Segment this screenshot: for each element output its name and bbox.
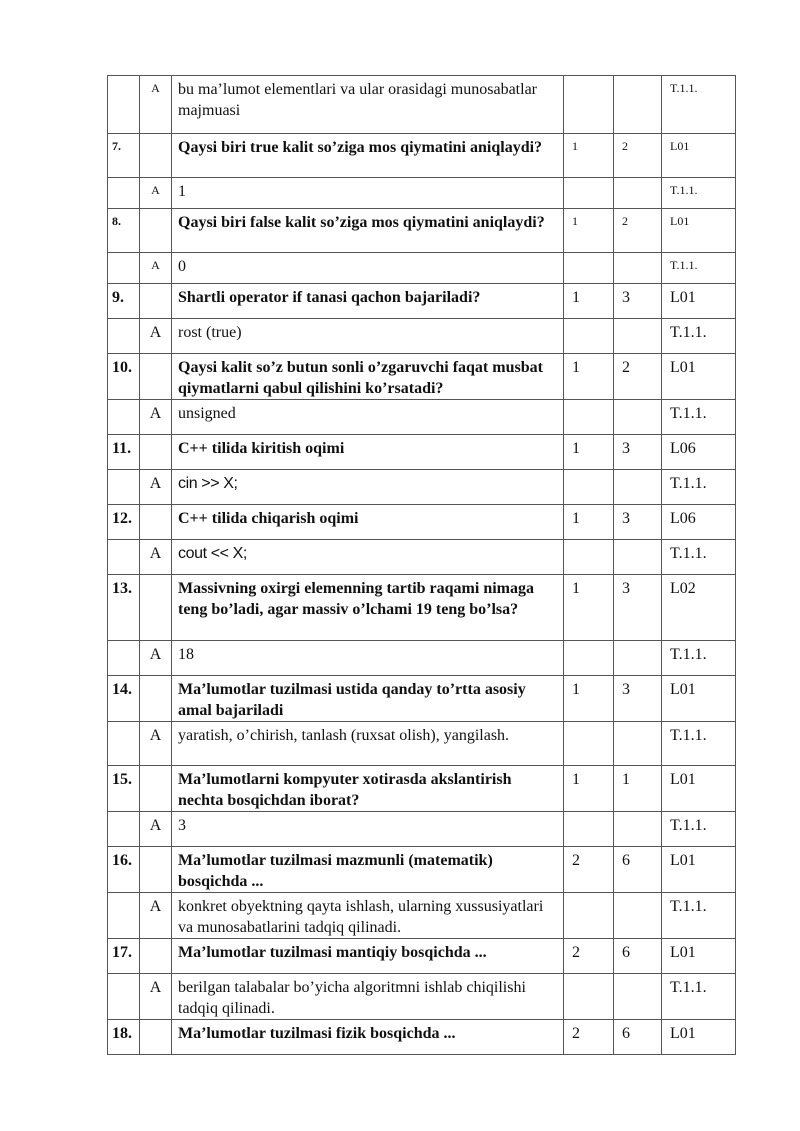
answer-code: cout << X; bbox=[172, 540, 564, 575]
difficulty-cell bbox=[564, 319, 614, 354]
question-number: 14. bbox=[108, 676, 140, 722]
difficulty-cell: 1 bbox=[564, 134, 614, 178]
question-text: Qaysi biri true kalit so’ziga mos qiymatini aniqlaydi? bbox=[172, 134, 564, 178]
answer-text: 0 bbox=[172, 253, 564, 284]
answer-mark: A bbox=[140, 974, 172, 1020]
question-number: 15. bbox=[108, 766, 140, 812]
table-row bbox=[108, 722, 736, 766]
question-number bbox=[108, 253, 140, 284]
code-cell: T.1.1. bbox=[662, 470, 736, 505]
question-text: Shartli operator if tanasi qachon bajariladi? bbox=[172, 284, 564, 319]
score-cell bbox=[614, 76, 662, 134]
table-row bbox=[108, 284, 736, 319]
difficulty-cell: 1 bbox=[564, 209, 614, 253]
answer-mark: A bbox=[140, 641, 172, 676]
answer-text: berilgan talabalar bo’yicha algoritmni ishlab chiqilishi tadqiq qilinadi. bbox=[172, 974, 564, 1020]
table-row bbox=[108, 676, 736, 722]
score-cell: 3 bbox=[614, 435, 662, 470]
code-cell: T.1.1. bbox=[662, 974, 736, 1020]
code-cell: T.1.1. bbox=[662, 76, 736, 134]
question-number bbox=[108, 893, 140, 939]
code-cell: T.1.1. bbox=[662, 722, 736, 766]
answer-mark bbox=[140, 766, 172, 812]
difficulty-cell bbox=[564, 641, 614, 676]
difficulty-cell: 1 bbox=[564, 676, 614, 722]
answer-text: 3 bbox=[172, 812, 564, 847]
question-text: Qaysi biri false kalit so’ziga mos qiymatini aniqlaydi? bbox=[172, 209, 564, 253]
table-row bbox=[108, 939, 736, 974]
difficulty-cell bbox=[564, 178, 614, 209]
question-number bbox=[108, 319, 140, 354]
question-text: Ma’lumotlar tuzilmasi fizik bosqichda ... bbox=[172, 1020, 564, 1055]
table-row bbox=[108, 76, 736, 134]
difficulty-cell: 1 bbox=[564, 575, 614, 641]
answer-text: yaratish, o’chirish, tanlash (ruxsat olish), yangilash. bbox=[172, 722, 564, 766]
code-cell: T.1.1. bbox=[662, 540, 736, 575]
difficulty-cell: 2 bbox=[564, 939, 614, 974]
difficulty-cell: 1 bbox=[564, 766, 614, 812]
answer-mark: A bbox=[140, 76, 172, 134]
question-text: Qaysi kalit so’z butun sonli o’zgaruvchi faqat musbat qiymatlarni qabul qilishini ko’rsatadi? bbox=[172, 354, 564, 400]
questions-table bbox=[107, 75, 736, 1055]
code-cell: T.1.1. bbox=[662, 253, 736, 284]
score-cell bbox=[614, 893, 662, 939]
difficulty-cell bbox=[564, 893, 614, 939]
answer-code: cin >> X; bbox=[172, 470, 564, 505]
question-number bbox=[108, 641, 140, 676]
answer-mark: A bbox=[140, 400, 172, 435]
answer-text: bu ma’lumot elementlari va ular orasidagi munosabatlar majmuasi bbox=[172, 76, 564, 134]
code-cell: T.1.1. bbox=[662, 178, 736, 209]
question-number: 9. bbox=[108, 284, 140, 319]
code-cell: T.1.1. bbox=[662, 319, 736, 354]
question-number: 13. bbox=[108, 575, 140, 641]
code-cell: T.1.1. bbox=[662, 641, 736, 676]
code-cell: L01 bbox=[662, 209, 736, 253]
answer-mark bbox=[140, 575, 172, 641]
score-cell bbox=[614, 400, 662, 435]
answer-mark bbox=[140, 939, 172, 974]
code-cell: T.1.1. bbox=[662, 893, 736, 939]
answer-mark bbox=[140, 354, 172, 400]
difficulty-cell bbox=[564, 812, 614, 847]
score-cell bbox=[614, 178, 662, 209]
question-number: 8. bbox=[108, 209, 140, 253]
question-number bbox=[108, 722, 140, 766]
question-number: 17. bbox=[108, 939, 140, 974]
table-row bbox=[108, 354, 736, 400]
answer-mark bbox=[140, 676, 172, 722]
question-text: Ma’lumotlar tuzilmasi ustida qanday to’rtta asosiy amal bajariladi bbox=[172, 676, 564, 722]
question-number bbox=[108, 178, 140, 209]
table-row bbox=[108, 253, 736, 284]
answer-text: 1 bbox=[172, 178, 564, 209]
table-row bbox=[108, 540, 736, 575]
score-cell: 3 bbox=[614, 284, 662, 319]
score-cell bbox=[614, 540, 662, 575]
table-row bbox=[108, 847, 736, 893]
score-cell bbox=[614, 470, 662, 505]
answer-mark: A bbox=[140, 253, 172, 284]
answer-mark bbox=[140, 1020, 172, 1055]
question-number bbox=[108, 76, 140, 134]
question-number: 18. bbox=[108, 1020, 140, 1055]
question-number bbox=[108, 400, 140, 435]
code-cell: L01 bbox=[662, 134, 736, 178]
code-cell: L01 bbox=[662, 354, 736, 400]
table-row bbox=[108, 1020, 736, 1055]
answer-mark bbox=[140, 505, 172, 540]
difficulty-cell: 1 bbox=[564, 354, 614, 400]
table-row bbox=[108, 812, 736, 847]
question-number bbox=[108, 540, 140, 575]
answer-mark bbox=[140, 284, 172, 319]
code-cell: L01 bbox=[662, 847, 736, 893]
score-cell bbox=[614, 641, 662, 676]
score-cell: 3 bbox=[614, 505, 662, 540]
table-row bbox=[108, 400, 736, 435]
score-cell: 6 bbox=[614, 847, 662, 893]
answer-mark bbox=[140, 209, 172, 253]
difficulty-cell: 1 bbox=[564, 284, 614, 319]
score-cell: 6 bbox=[614, 1020, 662, 1055]
code-cell: L01 bbox=[662, 284, 736, 319]
score-cell bbox=[614, 974, 662, 1020]
score-cell: 3 bbox=[614, 676, 662, 722]
score-cell bbox=[614, 812, 662, 847]
difficulty-cell: 2 bbox=[564, 847, 614, 893]
code-cell: L01 bbox=[662, 939, 736, 974]
score-cell: 2 bbox=[614, 134, 662, 178]
answer-mark: A bbox=[140, 178, 172, 209]
answer-text: konkret obyektning qayta ishlash, ularning xussusiyatlari va munosabatlarini tadqiq qilinadi. bbox=[172, 893, 564, 939]
answer-text: unsigned bbox=[172, 400, 564, 435]
answer-mark bbox=[140, 134, 172, 178]
question-text: Ma’lumotlar tuzilmasi mantiqiy bosqichda ... bbox=[172, 939, 564, 974]
question-text: Ma’lumotlarni kompyuter xotirasda akslantirish nechta bosqichdan iborat? bbox=[172, 766, 564, 812]
score-cell bbox=[614, 722, 662, 766]
score-cell: 2 bbox=[614, 354, 662, 400]
code-cell: L06 bbox=[662, 505, 736, 540]
question-number: 7. bbox=[108, 134, 140, 178]
table-row bbox=[108, 470, 736, 505]
difficulty-cell bbox=[564, 253, 614, 284]
code-cell: T.1.1. bbox=[662, 400, 736, 435]
question-text: Ma’lumotlar tuzilmasi mazmunli (matematik) bosqichda ... bbox=[172, 847, 564, 893]
answer-mark: A bbox=[140, 319, 172, 354]
difficulty-cell bbox=[564, 400, 614, 435]
code-cell: T.1.1. bbox=[662, 812, 736, 847]
table-row bbox=[108, 893, 736, 939]
code-cell: L06 bbox=[662, 435, 736, 470]
table-row bbox=[108, 641, 736, 676]
answer-mark bbox=[140, 435, 172, 470]
code-cell: L01 bbox=[662, 1020, 736, 1055]
question-number: 10. bbox=[108, 354, 140, 400]
score-cell bbox=[614, 253, 662, 284]
table-row bbox=[108, 766, 736, 812]
table-row bbox=[108, 134, 736, 178]
score-cell: 3 bbox=[614, 575, 662, 641]
difficulty-cell bbox=[564, 974, 614, 1020]
question-number: 11. bbox=[108, 435, 140, 470]
question-text: C++ tilida chiqarish oqimi bbox=[172, 505, 564, 540]
code-cell: L02 bbox=[662, 575, 736, 641]
score-cell: 2 bbox=[614, 209, 662, 253]
table-row bbox=[108, 575, 736, 641]
difficulty-cell: 1 bbox=[564, 435, 614, 470]
table-row bbox=[108, 974, 736, 1020]
table-row bbox=[108, 505, 736, 540]
difficulty-cell bbox=[564, 76, 614, 134]
answer-mark: A bbox=[140, 893, 172, 939]
answer-mark bbox=[140, 847, 172, 893]
table-row bbox=[108, 209, 736, 253]
table-row bbox=[108, 319, 736, 354]
code-cell: L01 bbox=[662, 766, 736, 812]
score-cell: 1 bbox=[614, 766, 662, 812]
table-row bbox=[108, 178, 736, 209]
code-cell: L01 bbox=[662, 676, 736, 722]
difficulty-cell bbox=[564, 470, 614, 505]
question-number bbox=[108, 470, 140, 505]
question-text: C++ tilida kiritish oqimi bbox=[172, 435, 564, 470]
question-number bbox=[108, 812, 140, 847]
question-text: Massivning oxirgi elemenning tartib raqami nimaga teng bo’ladi, agar massiv o’lchami 19 teng bo’lsa? bbox=[172, 575, 564, 641]
difficulty-cell bbox=[564, 722, 614, 766]
difficulty-cell: 1 bbox=[564, 505, 614, 540]
answer-mark: A bbox=[140, 722, 172, 766]
question-number: 16. bbox=[108, 847, 140, 893]
question-number bbox=[108, 974, 140, 1020]
answer-mark: A bbox=[140, 812, 172, 847]
answer-text: 18 bbox=[172, 641, 564, 676]
question-number: 12. bbox=[108, 505, 140, 540]
score-cell: 6 bbox=[614, 939, 662, 974]
answer-text: rost (true) bbox=[172, 319, 564, 354]
answer-mark: A bbox=[140, 540, 172, 575]
score-cell bbox=[614, 319, 662, 354]
answer-mark: A bbox=[140, 470, 172, 505]
table-row bbox=[108, 435, 736, 470]
difficulty-cell bbox=[564, 540, 614, 575]
difficulty-cell: 2 bbox=[564, 1020, 614, 1055]
